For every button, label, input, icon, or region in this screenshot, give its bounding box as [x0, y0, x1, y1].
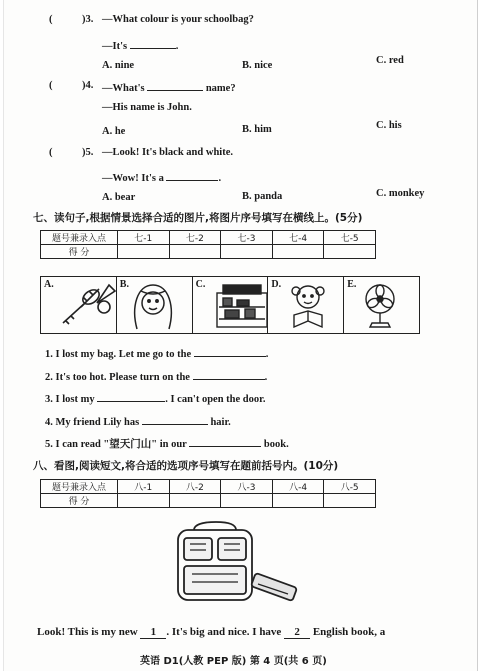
sentence-5: 5. I can read "望天门山" in our book. [45, 436, 289, 451]
sentence-1-blank[interactable] [194, 346, 266, 357]
section7-heading: 七、读句子,根据情景选择合适的图片,将图片序号填写在横线上。(5分) [33, 212, 363, 224]
picture-label: D. [271, 279, 282, 290]
q4-option-c: C. his [376, 120, 402, 131]
score-cell[interactable] [221, 245, 273, 259]
q4-number: )4. [82, 80, 94, 91]
section7-score-table [40, 230, 376, 259]
q3-option-b: B. nice [242, 60, 273, 71]
long-hair-girl-icon [117, 277, 187, 333]
sentence-2: 2. It's too hot. Please turn on the . [45, 369, 267, 383]
score-cell[interactable] [272, 245, 324, 259]
q4-answer: —His name is John. [102, 102, 192, 113]
score-row-label: 得 分 [41, 245, 118, 259]
picture-e-fan [344, 277, 419, 333]
page-footer: 英语 D1(人教 PEP 版) 第 4 页(共 6 页) [140, 656, 327, 667]
picture-strip [40, 276, 420, 334]
picture-d-girl-reading [268, 277, 344, 333]
score-cell[interactable] [324, 494, 376, 508]
score-head-cell: 题号兼录入点 [41, 231, 118, 245]
q5-blank[interactable] [166, 170, 218, 181]
score-col-header: 七-4 [272, 231, 324, 245]
q4-question: —What's name? [102, 80, 236, 94]
sentence-5-blank[interactable] [189, 436, 261, 447]
q3-paren-open: ( [49, 14, 53, 25]
sentence-1: 1. I lost my bag. Let me go to the . [45, 346, 268, 360]
score-cell[interactable] [169, 245, 221, 259]
section8-score-table [40, 479, 376, 508]
section8-heading: 八、看图,阅读短文,将合适的选项序号填写在题前括号内。(10分) [33, 460, 339, 472]
worksheet-page [3, 0, 478, 671]
score-cell[interactable] [324, 245, 376, 259]
score-col-header: 七-3 [221, 231, 273, 245]
keys-icon [41, 277, 127, 333]
q3-answer: —It's . [102, 38, 178, 52]
picture-b-girl-face [117, 277, 193, 333]
picture-label: E. [347, 279, 357, 290]
score-cell[interactable] [221, 494, 273, 508]
q3-question: —What colour is your schoolbag? [102, 14, 254, 25]
q5-option-a: A. bear [102, 192, 136, 203]
q5-number: )5. [82, 147, 94, 158]
q4-blank[interactable] [147, 80, 203, 91]
q4-paren-open: ( [49, 80, 53, 91]
score-row-label: 得 分 [41, 494, 118, 508]
picture-label: B. [119, 279, 129, 290]
picture-label: A. [44, 279, 54, 290]
score-cell[interactable] [169, 494, 221, 508]
passage-blank-1[interactable]: 1 [140, 626, 166, 639]
picture-a-keys [41, 277, 117, 333]
q5-option-b: B. panda [242, 191, 283, 202]
sentence-4-blank[interactable] [142, 414, 208, 425]
score-col-header: 八-3 [221, 480, 273, 494]
score-col-header: 七-5 [324, 231, 376, 245]
score-cell[interactable] [118, 245, 170, 259]
q5-paren-open: ( [49, 147, 53, 158]
fan-icon [344, 277, 418, 333]
picture-c-bookshelf [193, 277, 269, 333]
score-col-header: 八-5 [324, 480, 376, 494]
q5-question: —Look! It's black and white. [102, 147, 233, 158]
score-col-header: 八-1 [118, 480, 170, 494]
score-head-cell: 题号兼录入点 [41, 480, 118, 494]
q3-option-a: A. nine [102, 60, 135, 71]
q4-option-b: B. him [242, 124, 272, 135]
sentence-2-blank[interactable] [193, 369, 265, 380]
score-cell[interactable] [272, 494, 324, 508]
sentence-3: 3. I lost my . I can't open the door. [45, 391, 265, 405]
schoolbag-illustration [164, 520, 314, 610]
score-col-header: 七-1 [118, 231, 170, 245]
score-cell[interactable] [118, 494, 170, 508]
sentence-4: 4. My friend Lily has hair. [45, 414, 231, 428]
picture-label: C. [195, 279, 206, 290]
q5-answer: —Wow! It's a . [102, 170, 221, 184]
q3-number: )3. [82, 14, 94, 25]
q5-option-c: C. monkey [376, 188, 425, 199]
score-col-header: 七-2 [169, 231, 221, 245]
score-col-header: 八-2 [169, 480, 221, 494]
girl-reading-icon [268, 277, 344, 333]
q4-option-a: A. he [102, 126, 126, 137]
q3-option-c: C. red [376, 55, 404, 66]
score-col-header: 八-4 [272, 480, 324, 494]
passage-line: Look! This is my new 1 . It's big and nice. I have 2 English book, a [37, 626, 386, 638]
sentence-3-blank[interactable] [97, 391, 165, 402]
passage-blank-2[interactable]: 2 [284, 626, 310, 639]
q3-blank[interactable] [130, 38, 176, 49]
